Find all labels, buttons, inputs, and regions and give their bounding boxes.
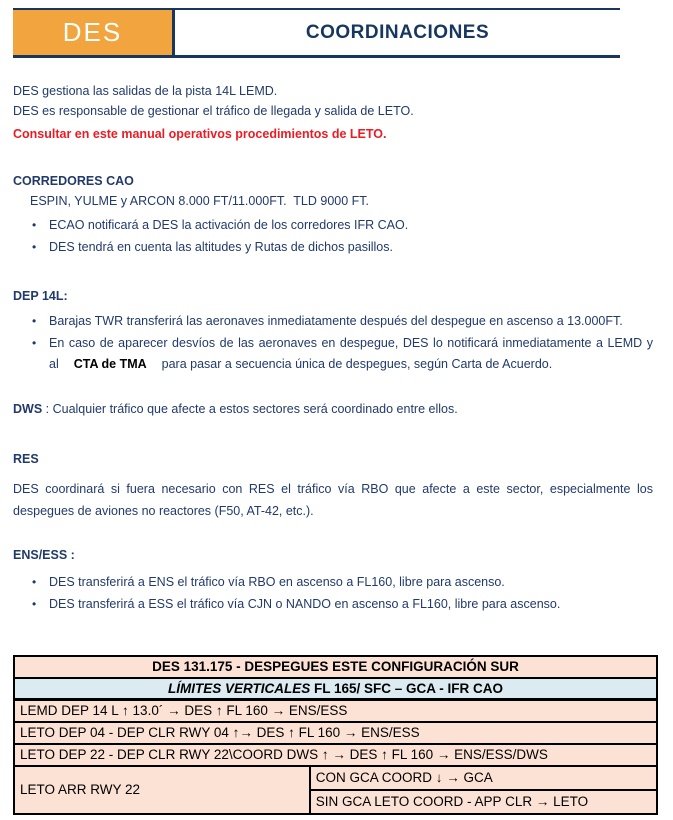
dep14l-bullet2-text-end: para pasar a secuencia única de despegues, según Carta de Acuerdo. (161, 357, 553, 371)
dws-text: : Cualquier tráfico que afecte a estos sectores será coordinado entre ellos. (42, 401, 458, 416)
section-dep-14l (13, 287, 653, 376)
table-row (14, 722, 657, 744)
bullet-icon: • (32, 574, 37, 589)
table-cell-con-gca: CON GCA COORD ↓ → GCA (310, 766, 657, 790)
table-row (14, 744, 657, 766)
list-item-text: ECAO notificará a DES la activación de los corredores IFR CAO. (49, 218, 409, 232)
corredores-bullets (13, 214, 653, 258)
dep14l-bullets (13, 311, 653, 376)
section-dws (13, 399, 653, 419)
limits-vertical-label: LÍMITES VERTICALES (167, 680, 311, 696)
dep14l-bullet2-text: En caso de aparecer desvíos de las aeronaves en despegue, DES lo notificará inmediatamente a LEMD y al (49, 335, 653, 371)
table-cell-lemd-dep: LEMD DEP 14 L ↑ 13.0´ → DES ↑ FL 160 → ENS/ESS (14, 700, 657, 722)
table-row (14, 656, 657, 678)
res-title: RES (13, 451, 39, 466)
dep14l-title: DEP 14L: (13, 289, 68, 303)
cta-de-tma-emphasis: CTA de TMA (73, 357, 147, 371)
table-cell-leto-dep-04: LETO DEP 04 - DEP CLR RWY 04 ↑→ DES ↑ FL 160 → ENS/ESS (14, 722, 657, 744)
table-row (14, 700, 657, 722)
intro-line-1: DES gestiona las salidas de la pista 14L LEMD. (13, 84, 278, 98)
list-item-text: DES transferirá a ESS el tráfico vía CJN o NANDO en ascenso a FL160, libre para ascenso. (49, 596, 561, 611)
document-page (0, 8, 673, 820)
res-text: DES coordinará si fuera necesario con RES el tráfico vía RBO que afecte a este sector, especialmente los despegues de aviones no reactores (F50, AT-42, etc.). (13, 481, 653, 518)
dws-label: DWS (13, 401, 43, 416)
table-title: DES 131.175 - DESPEGUES ESTE CONFIGURACIÓN SUR (14, 656, 657, 678)
list-item-text: DES tendrá en cuenta las altitudes y Rutas de dichos pasillos. (49, 240, 393, 254)
section-ens-ess (13, 546, 653, 615)
table-limits (14, 678, 657, 700)
table-cell-sin-gca: SIN GCA LETO COORD - APP CLR → LETO (310, 790, 657, 814)
bullet-icon: • (32, 335, 37, 350)
bullet-icon: • (32, 596, 37, 611)
bullet-icon: • (32, 314, 37, 328)
list-item-text: DES transferirá a ENS el tráfico vía RBO en ascenso a FL160, libre para ascenso. (49, 574, 505, 589)
intro-section (13, 81, 653, 144)
sector-badge: DES (13, 10, 175, 55)
table-cell-leto-arr: LETO ARR RWY 22 (14, 766, 310, 814)
section-res (13, 450, 653, 522)
list-item (32, 593, 653, 615)
table-cell-leto-dep-22: LETO DEP 22 - DEP CLR RWY 22\COORD DWS ↑ → DES ↑ FL 160 → ENS/ESS/DWS (14, 744, 657, 766)
intro-line-2: DES es responsable de gestionar el tráfico de llegada y salida de LETO. (13, 104, 414, 118)
list-item (32, 236, 653, 258)
corredores-title: CORREDORES CAO (13, 174, 134, 188)
page-title: COORDINACIONES (305, 21, 490, 43)
document-header (13, 8, 620, 58)
table-row (14, 678, 657, 700)
coordination-table (13, 655, 658, 815)
ens-ess-title: ENS/ESS : (13, 547, 75, 562)
corredores-subtitle: ESPIN, YULME y ARCON 8.000 FT/11.000FT. TLD 9000 FT. (30, 194, 370, 208)
ens-ess-bullets (13, 571, 653, 615)
list-item (32, 571, 653, 593)
list-item-text: Barajas TWR transferirá las aeronaves inmediatamente después del despegue en ascenso a 13.000FT. (49, 314, 623, 328)
list-item-text (49, 333, 653, 376)
bullet-icon: • (32, 240, 37, 254)
warning-text: Consultar en este manual operativos procedimientos de LETO. (13, 127, 387, 141)
section-corredores-cao (13, 172, 653, 258)
list-item (32, 311, 653, 333)
list-item (32, 214, 653, 236)
bullet-icon: • (32, 218, 37, 232)
list-item (32, 333, 653, 376)
limits-values: FL 165/ SFC – GCA - IFR CAO (310, 680, 504, 696)
table-row (14, 766, 657, 790)
